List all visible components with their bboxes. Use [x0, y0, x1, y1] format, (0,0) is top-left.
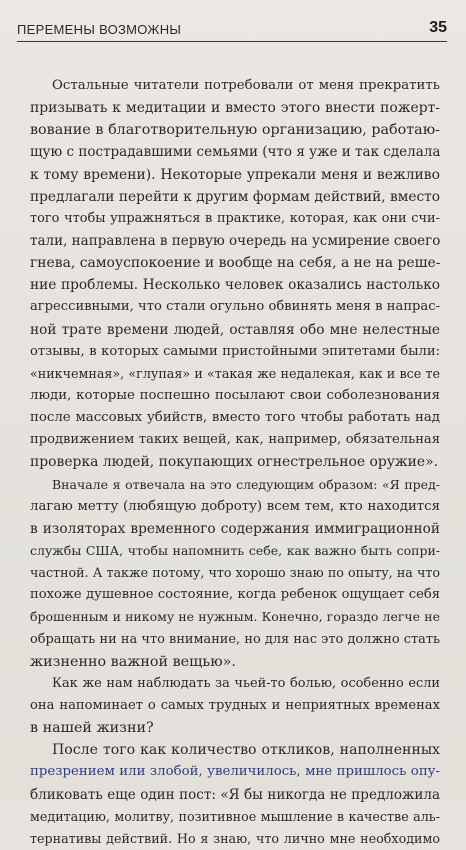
text-line: службы США, чтобы напомнить себе, как важно быть сопри-: [30, 542, 440, 558]
text-line: щую с пострадавшими семьями (что я уже и так сделала: [30, 144, 440, 161]
text-line: обращать ни на что внимание, но для нас это должно стать: [30, 631, 440, 647]
text-line: жизненно важной вещью».: [30, 653, 236, 670]
body-text: [30, 75, 440, 850]
handwritten-underline-text: презрением или злобой, увеличилось, мне пришлось опу-: [30, 764, 440, 780]
text-line: проверка людей, покупающих огнестрельное оружие».: [30, 454, 439, 471]
text-line: того чтобы упражняться в практике, которая, как они счи-: [30, 210, 440, 226]
text-line: отзывы, в которых самыми пристойными эпитетами были:: [30, 343, 440, 359]
text-line: Вначале я отвечала на это следующим образом: «Я пред-: [52, 476, 440, 492]
text-line: после массовых убийств, вместо того чтобы работать над: [30, 410, 440, 426]
text-line: агрессивными, что стали огульно обвинять меня в напрас-: [30, 299, 440, 315]
text-line: вование в благотворительную организацию, работаю-: [30, 122, 440, 139]
text-line: бликовать еще один пост: «Я бы никогда не предложила: [30, 786, 440, 803]
text-line: «никчемная», «глупая» и «такая же недалекая, как и все те: [30, 365, 440, 381]
text-line: она напоминает о самых трудных и неприятных временах: [30, 697, 440, 713]
text-line: в нашей жизни?: [30, 720, 154, 737]
text-line: гнева, самоуспокоение и вообще на себя, а не на реше-: [30, 255, 440, 272]
text-line: тернативы действий. Но я знаю, что лично мне необходимо: [30, 830, 440, 846]
page-number: 35: [429, 19, 447, 36]
text-line: медитацию, молитву, позитивное мышление в качестве аль-: [30, 808, 440, 824]
text-line: тали, направлена в первую очередь на усмирение своего: [30, 232, 440, 249]
page-header: [17, 17, 447, 42]
running-title: ПЕРЕМЕНЫ ВОЗМОЖНЫ: [17, 22, 182, 37]
text-line: похоже душевное состояние, когда ребенок ощущает себя: [30, 587, 440, 603]
text-line: После того как количество откликов, наполненных: [52, 742, 440, 759]
text-line: призывать к медитации и вместо этого внести пожерт-: [30, 100, 440, 117]
text-line: ной трате времени людей, оставляя обо мне нелестные: [30, 321, 440, 338]
text-line: ние проблемы. Несколько человек оказались настолько: [30, 277, 440, 294]
text-line: лагаю метту (любящую доброту) всем тем, кто находится: [30, 498, 440, 514]
text-line: люди, которые поспешно посылают свои соболезнования: [30, 387, 440, 403]
text-line: предлагали перейти к другим формам действий, вместо: [30, 188, 440, 205]
text-line: частной. А также потому, что хорошо знаю по опыту, на что: [30, 565, 440, 581]
text-line: в изоляторах временного содержания иммиграционной: [30, 520, 440, 537]
text-line: Как же нам наблюдать за чьей-то болью, особенно если: [52, 675, 440, 691]
text-line: продвижением таких вещей, как, например, обязательная: [30, 432, 440, 448]
text-line: к тому времени). Некоторые упрекали меня и вежливо: [30, 166, 440, 183]
text-line: брошенным и никому не нужным. Конечно, гораздо легче не: [30, 609, 440, 625]
highlighted-text-line: [30, 761, 440, 783]
text-line: Остальные читатели потребовали от меня прекратить: [52, 78, 440, 93]
